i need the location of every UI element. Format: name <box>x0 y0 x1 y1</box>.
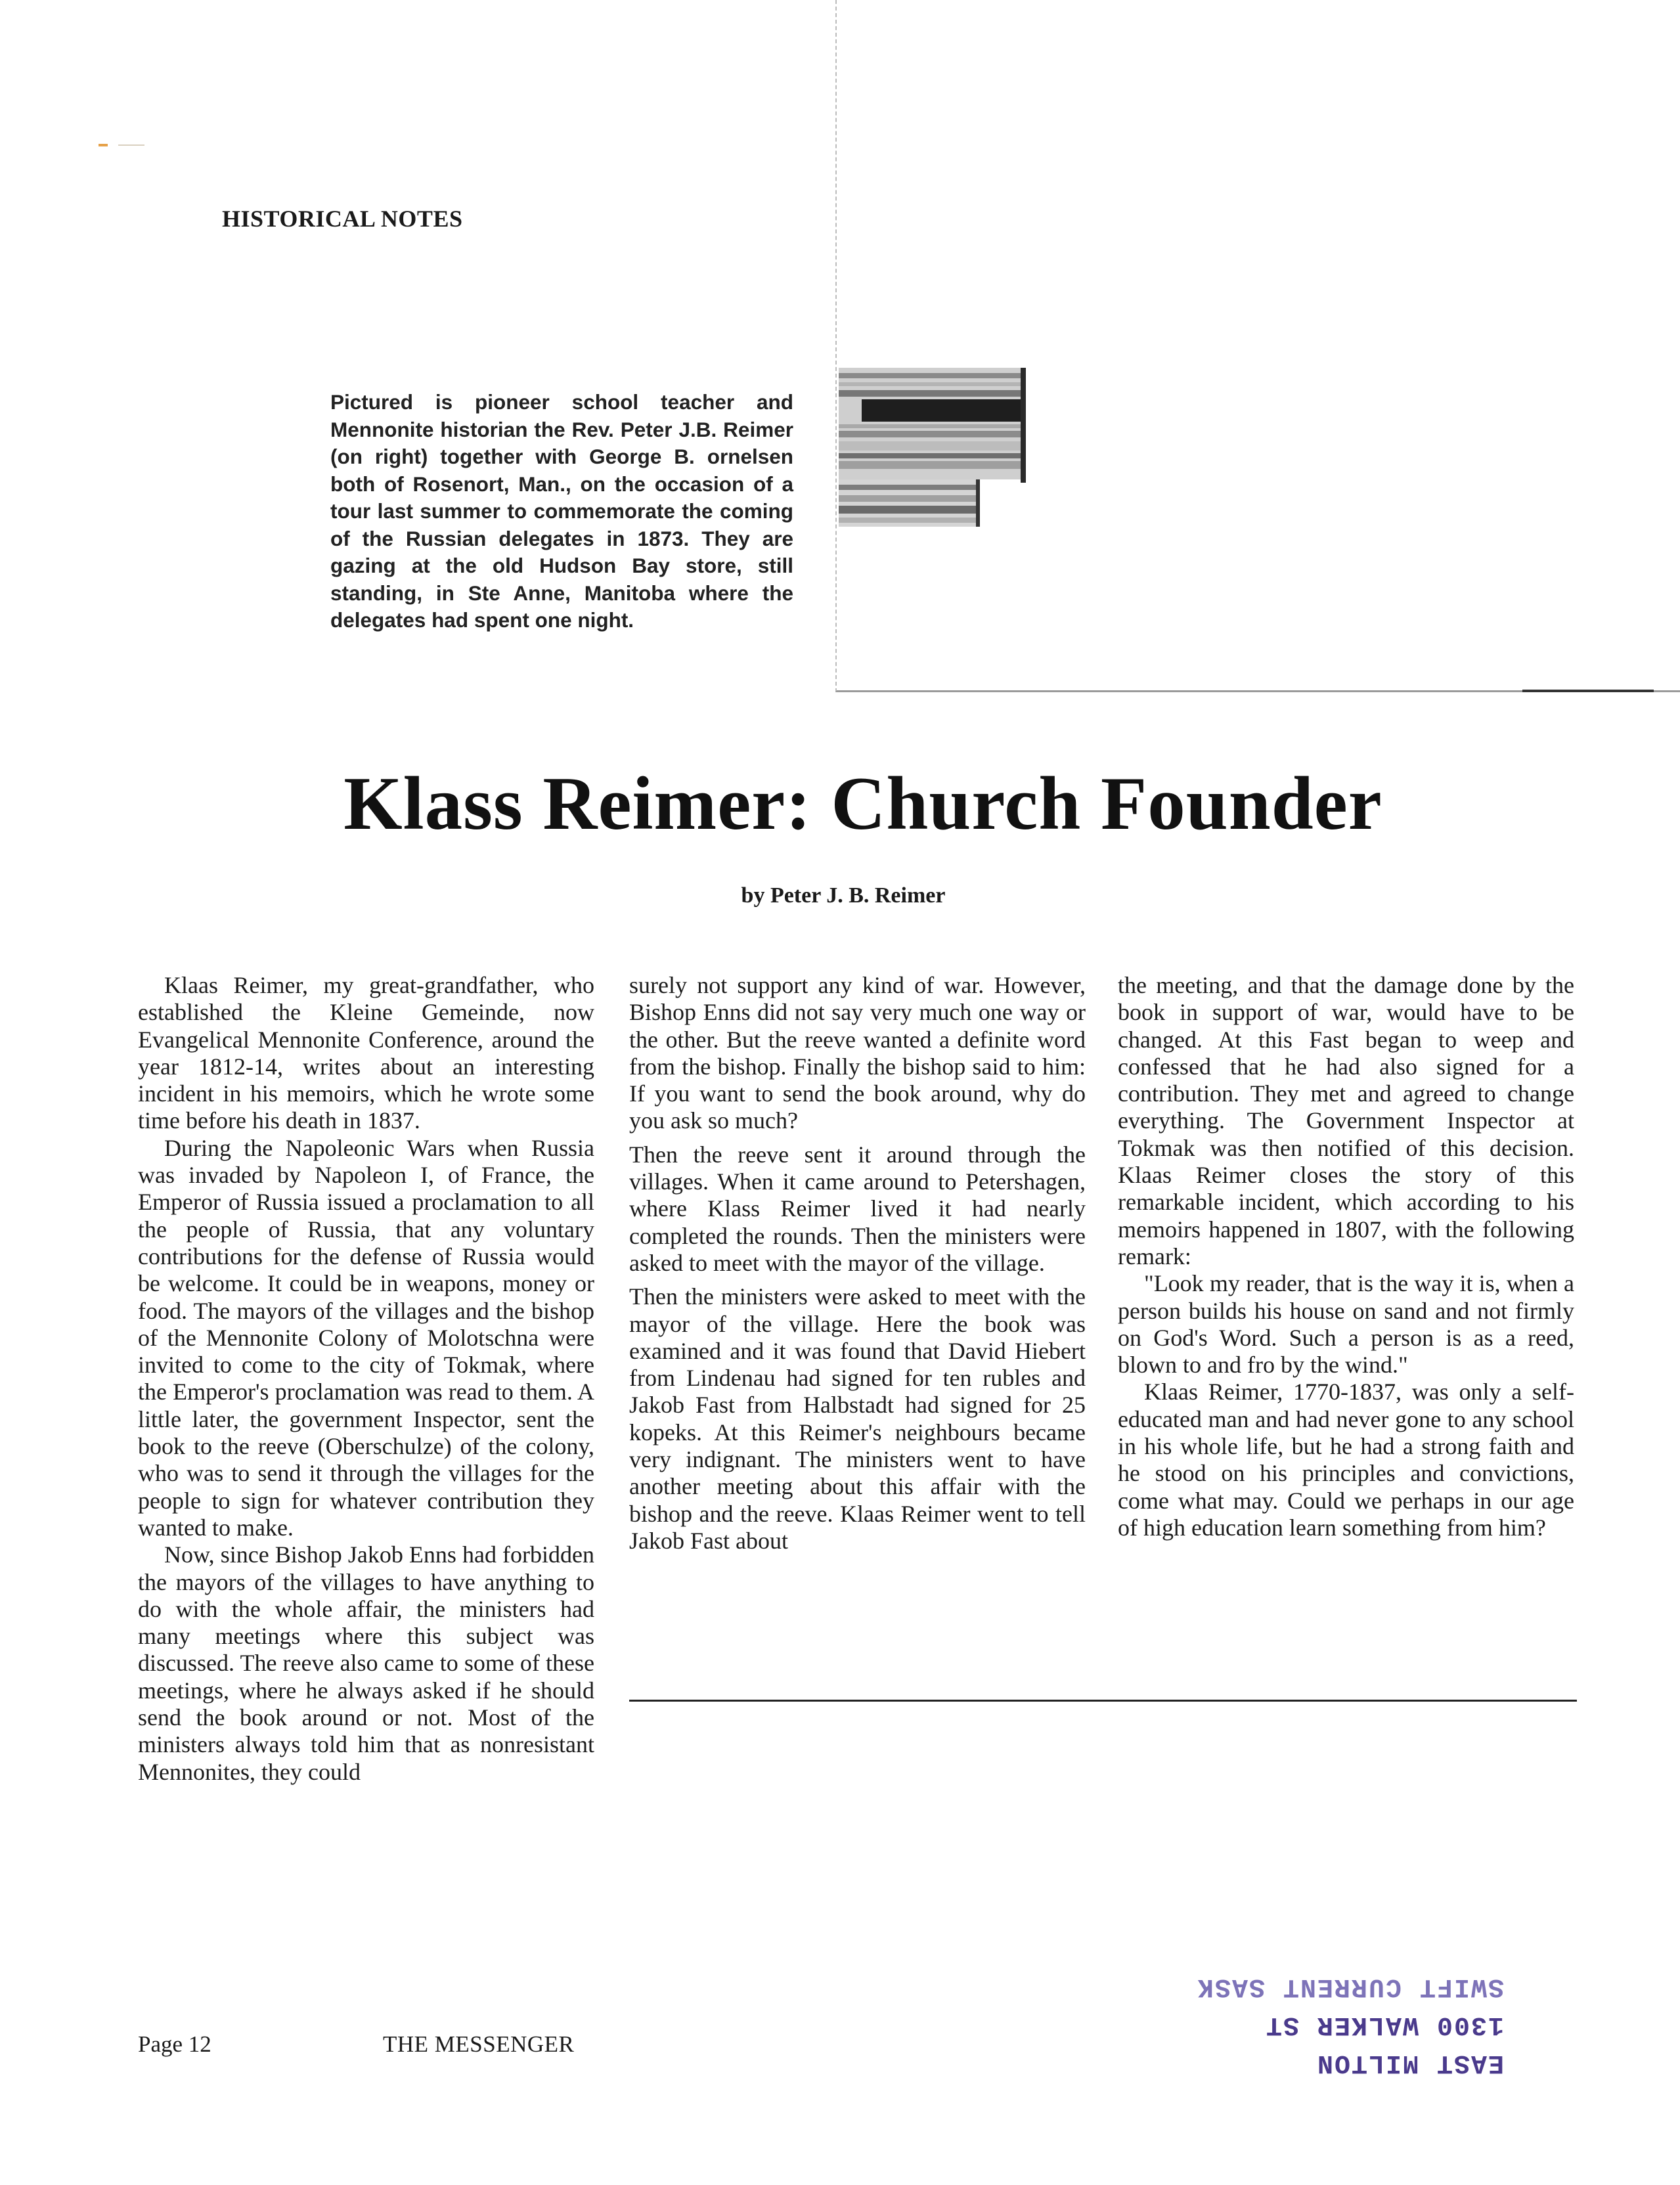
paragraph: Now, since Bishop Jakob Enns had forbidden the mayors of the villages to have anything to do with the whole affair, the ministers had many meetings where this subject was discussed. The reeve also came to some of these meetings, where he always asked if he should send the book around or not. Most of the ministers always told him that as nonresistant Mennonites, they could <box>138 1541 594 1785</box>
paragraph: Then the reeve sent it around through the villages. When it came around to Petershagen, where Klass Reimer lived it had nearly completed the rounds. Then the ministers were asked to meet with the mayor of the village. <box>629 1141 1086 1276</box>
photo-fragment <box>835 368 1026 533</box>
stamp-line: SWIFT CURRENT SASK <box>1196 1972 1504 2001</box>
paragraph: surely not support any kind of war. However, Bishop Enns did not say very much one way or the other. But the reeve wanted a definite word from the bishop. Finally the bishop said to him: If you want to send the book around, why do you ask so much? <box>629 972 1086 1134</box>
article-column-1 <box>138 972 594 1786</box>
article-title: Klass Reimer: Church Founder <box>343 762 1382 845</box>
paragraph: During the Napoleonic Wars when Russia was invaded by Napoleon I, of France, the Emperor of Russia issued a proclamation to all the people of Russia, that any voluntary contributions for the defense of Russia would be welcome. It could be in weapons, money or food. The mayors of the villages and the bishop of the Mennonite Colony of Molotschna were invited to come to the city of Tokmak, where the Emperor's proclamation was read to them. A little later, the government Inspector, sent the book to the reeve (Oberschulze) of the colony, who was to send it through the villages for the people to sign for whatever contribution they wanted to make. <box>138 1134 594 1541</box>
page-number: Page 12 <box>138 2031 211 2057</box>
paragraph: the meeting, and that the damage done by the book in support of war, would have to be changed. At this Fast began to weep and confessed that he had also signed for a contribution. They met and agreed to change everything. The Government Inspector at Tokmak was then notified of this decision. Klaas Reimer closes the story of this remarkable incident, which according to his memoirs happened in 1807, with the following remark: <box>1118 972 1574 1269</box>
corner-mark <box>99 143 144 147</box>
section-label: HISTORICAL NOTES <box>222 206 463 232</box>
paragraph: "Look my reader, that is the way it is, when a person builds his house on sand and not firmly on God's Word. Such a person is as a reed, blown to and fro by the wind." <box>1118 1270 1574 1379</box>
address-stamp <box>1156 1967 1504 2081</box>
stamp-line: EAST MILTON <box>1315 2048 1504 2077</box>
article-column-2 <box>629 972 1086 1555</box>
photo-caption: Pictured is pioneer school teacher and Mennonite historian the Rev. Peter J.B. Reimer (on right) together with George B. ornelsen both of Rosenort, Man., on the occasion of a tour last summer to commemorate the coming of the Russian delegates in 1873. They are gazing at the old Hudson Bay store, still standing, in Ste Anne, Manitoba where the delegates had spent one night. <box>330 390 793 632</box>
stamp-line: 1300 WALKER ST <box>1264 2010 1504 2039</box>
paragraph: Klaas Reimer, my great-grandfather, who established the Kleine Gemeinde, now Evangelical Mennonite Conference, around the year 1812-14, writes about an interesting incident in his memoirs, which he wrote some time before his death in 1837. <box>138 972 594 1134</box>
publication-name: THE MESSENGER <box>383 2031 575 2057</box>
paragraph: Then the ministers were asked to meet with the mayor of the village. Here the book was examined and it was found that David Hiebert from Lindenau had signed for ten rubles and Jakob Fast from Halbstadt had signed for 25 kopeks. At this Reimer's neighbours became very indignant. The ministers went to have another meeting about this affair with the bishop and the reeve. Klaas Reimer went to tell Jakob Fast about <box>629 1283 1086 1554</box>
photo-frame <box>835 0 1680 692</box>
paragraph: Klaas Reimer, 1770-1837, was only a self-educated man and had never gone to any school in his whole life, but he had a strong faith and he stood on his principles and convictions, come what may. Could we perhaps in our age of high education learn something from him? <box>1118 1379 1574 1541</box>
article-byline: by Peter J. B. Reimer <box>741 883 946 908</box>
article-column-3 <box>1118 972 1574 1541</box>
column-rule <box>629 1700 1577 1702</box>
